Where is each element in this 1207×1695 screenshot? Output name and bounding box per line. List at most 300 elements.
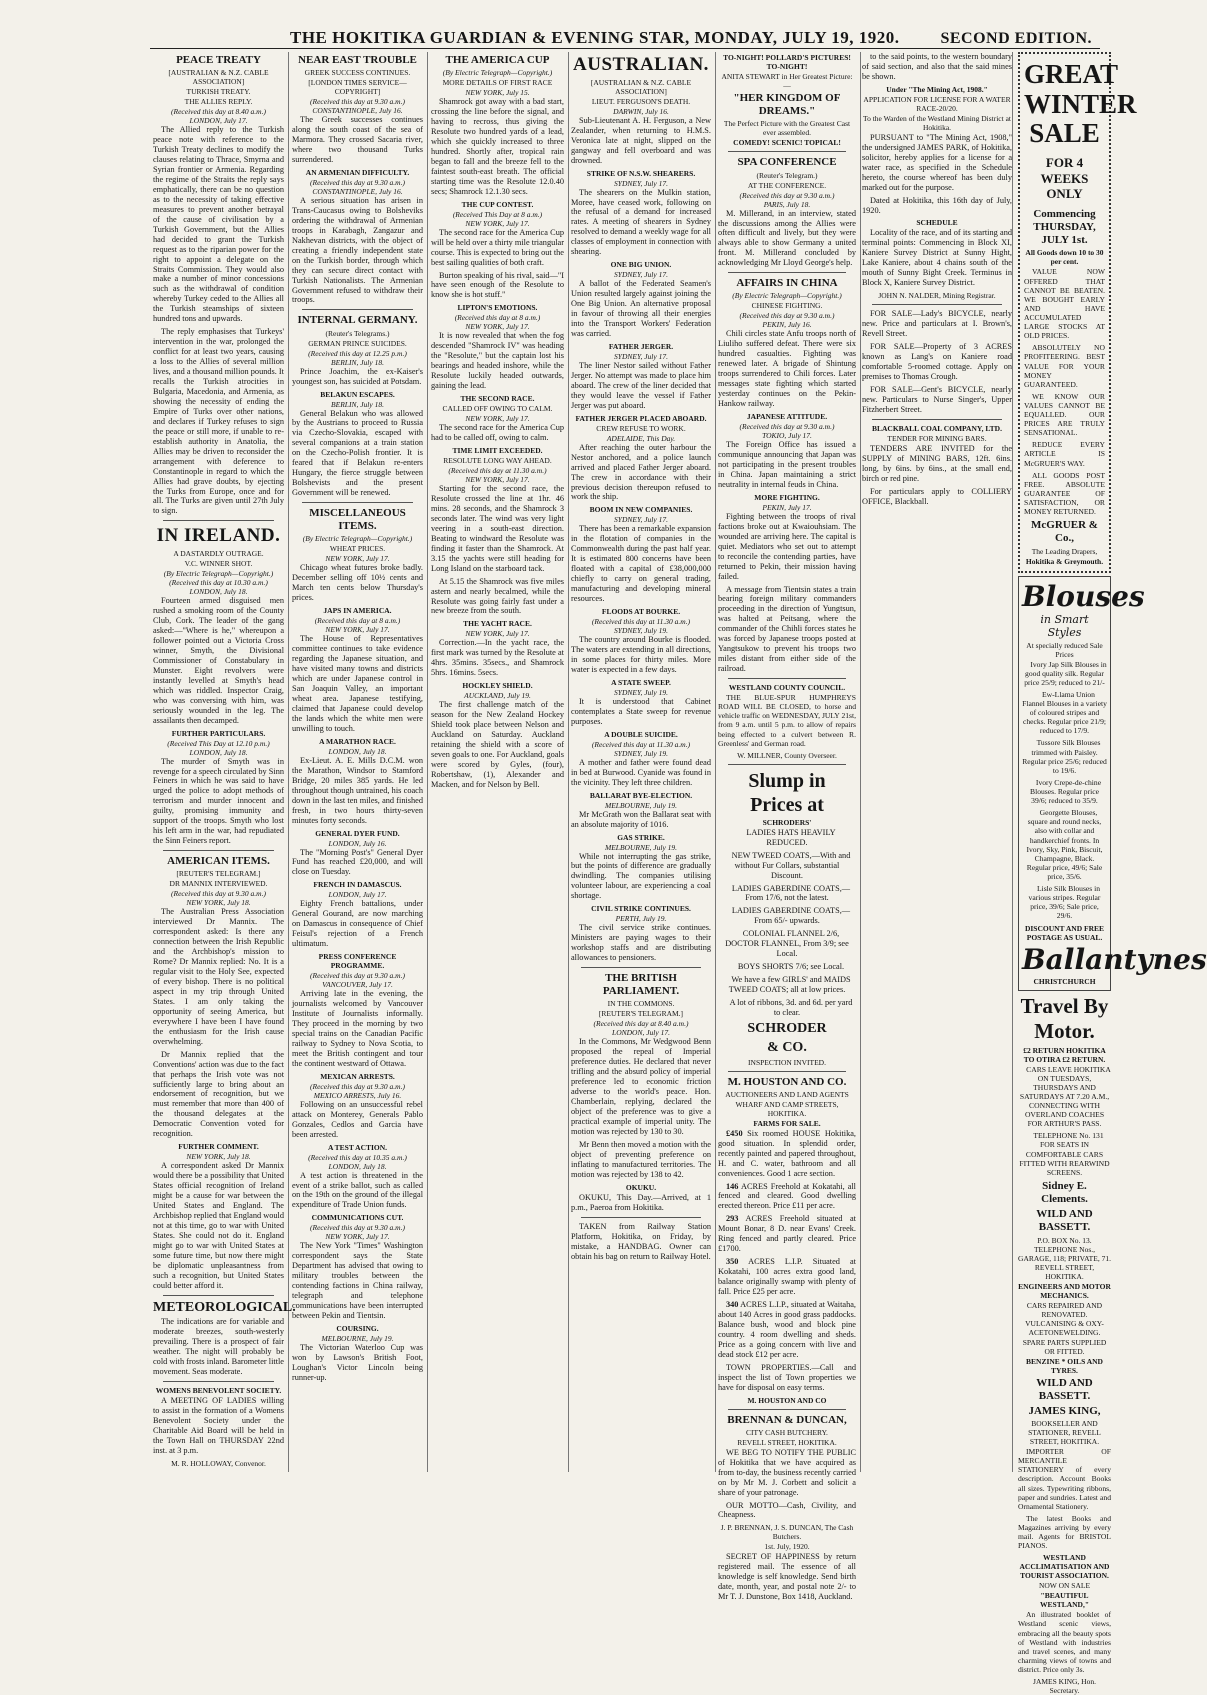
article-paragraph: The murder of Smyth was in revenge for a speech circulated by Sinn Feiners in which he was said to have urged the police to adopt methods of terrorism and murder innocent and guilty, promising immunity and support of the troops. Smyth who lost his left arm in the war, had repudiated the Sinn Feiners report. (153, 756, 284, 846)
dateline: NEW YORK, July 17. (465, 414, 530, 424)
subhead: A STATE SWEEP. (611, 677, 671, 687)
masthead (150, 24, 1100, 49)
received-line: (Received This Day at 8 a.m.) (452, 209, 543, 219)
article-paragraph: In the Commons, Mr Wedgwood Benn proposed the repeal of Imperial preference duties. He declared that never trifling and the absurd policy of imperial preference led to economic friction adverse to the world's peace. Hon. Chamberlain, replying, declared the object of the preference was to give a practical example of imperial unity. The motion was rejected by 130 to 30. (571, 1037, 711, 1137)
article-paragraph: Sub-Lieutenant A. H. Ferguson, a New Zealander, when returning to H.M.S. Veronica late at night, slipped on the gangway and fell overboard and was drowned. (571, 115, 711, 165)
james-king-line: BOOKSELLER AND STATIONER, REVELL STREET, HOKITIKA. (1028, 1419, 1101, 1447)
winter-sale-text: REDUCE EVERY ARTICLE IS McGRUER'S WAY. (1024, 440, 1105, 468)
subhead: LIPTON'S EMOTIONS. (457, 303, 538, 313)
sale-line: LADIES GABERDINE COATS,— From 17/6, not the latest. (731, 883, 851, 903)
blouses-subheading: in Smart Styles (1040, 613, 1089, 640)
subhead: FRENCH IN DAMASCUS. (313, 880, 402, 890)
article-paragraph: Starting for the second race, the Resolute crossed the line at 1hr. 46 mins. 28 seconds, and the Shamrock 3 seconds later. The wind was very light veering in a south-east direction. Beating to windward the Resolute was finding it faster than the Shamrock. At 3.15 the yachts were still heading for Long Island on the starboard tack. (431, 484, 564, 573)
cable-line: (By Electric Telegraph—Copyright.) (442, 68, 553, 78)
farm-listing (718, 1182, 856, 1212)
james-king-name: JAMES KING, (1028, 1404, 1101, 1417)
dateline: SYDNEY, July 19. (614, 687, 668, 697)
classified-ad: SECRET OF HAPPINESS by return registered mail. The essence of all knowledge is self knowledge. Send birth date, month, year, and postal note 2/- to Mr T. J. Dunstone, Box 1418, Auckland. (718, 1552, 856, 1602)
dateline: LONDON, July 18. (189, 747, 248, 757)
blouse-item: Georgette Blouses, square and round necks, also with collar and handkerchief fronts. In Ivory, Sky, Pink, Biscuit, Champagne, Black. Regular price, 49/6; Sale price, 35/6. (1026, 808, 1103, 881)
received-line: (Received this day at 9.30 a.m.) (739, 190, 835, 200)
westland-assoc-title: WESTLAND ACCLIMATISATION AND TOURIST ASSOCIATION. (1019, 1553, 1110, 1581)
agency-line: [AUSTRALIAN & N.Z. CABLE ASSOCIATION] (168, 68, 269, 87)
divider (163, 520, 274, 521)
travel-schedule: CARS LEAVE HOKITIKA ON TUESDAYS, THURSDAYS AND SATURDAYS AT 7.20 A.M., CONNECTING WITH OVERLAND COACHES FOR ARTHUR'S PASS. (1019, 1064, 1111, 1129)
article-paragraph: OKUKU, This Day.—Arrived, at 1 p.m., Paeroa from Hokitika. (571, 1192, 711, 1212)
article-paragraph: The Australian Press Association interviewed Dr Mannix. The correspondent asked: Is there any connection between the Irish Republic and the Archbishop's mission to Rome? Dr Mannix replied: No. It is a regular visit to the Holy See, expected of every bishop. There is no political aspect in my trip through United States. I am only taking the opportunity of seeing America, but everywhere I have been I have found the enthusiasm for the Irish cause overwhelming. (153, 907, 284, 1046)
subhead: FATHER JERGER. (608, 341, 674, 351)
article-paragraph: The indications are for variable and moderate breezes, south-westerly prevailing. There is a prospect of fair weather. The night will probably be cold with frosts inland. Barometer little movement. Seas moderate. (153, 1317, 284, 1377)
dateline: NEW YORK, July 17. (465, 629, 530, 639)
film-title: "HER KINGDOM OF DREAMS." (733, 92, 841, 118)
article-paragraph: At 5.15 the Shamrock was five miles astern and nearly becalmed, while the Resolute was going fairly fast under a new breeze from the south. (431, 576, 564, 616)
article-paragraph: A message from Tientsin states a train bearing foreign military commanders proceeding in the direction of Yungtsun, was halted at Peitsang, where the commander of the Chihli forces states he was forced by Japanese troops posted at Yangtsukow to prevent his troops two miles distant from either side of the railroad. (718, 584, 856, 674)
divider (728, 1409, 846, 1410)
article-paragraph: Prince Joachim, the ex-Kaiser's youngest son, has suicided at Potsdam. (292, 366, 423, 386)
winter-sale-date: JULY 1st. (1041, 234, 1088, 247)
film-tags: COMEDY! SCENIC! TOPICAL! (733, 138, 841, 148)
slump-heading-line1: Slump in (748, 769, 826, 792)
wild-bassett-contact: P.O. BOX No. 13. TELEPHONE Nos., GARAGE, 118; PRIVATE, 71. REVELL STREET, HOKITIKA. (1018, 1235, 1111, 1281)
article-paragraph: Eighty French battalions, under General Gourand, are now marching on Damascus in consequence of Chief Feisul's rejection of a French ultimatum. (292, 899, 423, 949)
received-line: (Received this day at 9.30 a.m.) (739, 311, 835, 321)
sale-line: We have a few GIRLS' and MAIDS TWEED COATS; all at low prices. (728, 975, 851, 995)
james-king-body: The latest Books and Magazines arriving by every mail. Agents for BRISTOL PIANOS. (1018, 1513, 1111, 1551)
subhead: OKUKU. (625, 1182, 657, 1192)
divider (728, 764, 846, 765)
subhead: WHEAT PRICES. (329, 544, 386, 554)
houston-name: M. HOUSTON AND CO. (727, 1075, 847, 1088)
subhead: COURSING. (336, 1324, 379, 1333)
article-paragraph: Fighting between the troops of rival factions broke out at Kwaiouhsiam. The wounded are arriving here. The capital is quiet. Mediators who set out to attempt to reconcile the contending parties, have returned to Pekin, their mission having failed. (718, 511, 856, 581)
schroder-tagline: INSPECTION INVITED. (748, 1057, 826, 1067)
winter-sale-duration: FOR 4 WEEKS ONLY (1040, 155, 1089, 202)
subhead: PRESS CONFERENCE PROGRAMME. (318, 952, 397, 971)
wild-bassett-name-footer: WILD AND BASSETT. (1036, 1376, 1093, 1402)
subhead: A DASTARDLY OUTRAGE. (173, 549, 264, 559)
farm-desc: ACRES L.I.P., situated at Waitaha, about 140 Acres in good grass paddocks. Balance bush, wood and block pine country. 4 room dwelling and sheds. Price as a going concern with live and dead stock £12 per acre. (718, 1300, 856, 1359)
headline-america-cup: THE AMERICA CUP (445, 54, 550, 66)
article-paragraph: Chili circles state Anfu troops north of Liuliho suffered defeat. There were six hundred casualties. Fighting was renewed later. A brigade of Shintung troops surrendered to Chili forces. Later messages state fighting which started yesterday continues on the Pekin-Hankow railway. (718, 329, 856, 409)
brennan-body: OUR MOTTO—Cash, Civility, and Cheapness. (718, 1500, 856, 1520)
subhead: CHINESE FIGHTING. (751, 301, 823, 311)
divider (163, 1381, 274, 1382)
houston-line: WHARF AND CAMP STREETS, HOKITIKA. (735, 1099, 839, 1118)
dateline: BERLIN, July 18. (331, 399, 384, 409)
article-paragraph: A test action is threatened in the event of a strike ballot, such as called on the 19th on the ground of the illegal expenditure of Trade Union funds. (292, 1170, 423, 1210)
winter-sale-start: Commencing THURSDAY, (1033, 207, 1096, 234)
mining-signature: JOHN N. NALDER, Mining Registrar. (878, 291, 996, 301)
received-line: (Received this day at 10.30 a.m.) (169, 578, 268, 588)
farm-acres: 293 (726, 1214, 739, 1224)
sale-line: A lot of ribbons, 3d. and 6d. per yard to clear. (729, 998, 853, 1018)
subhead: GAS STRIKE. (617, 832, 665, 842)
dateline: BERLIN, July 18. (331, 357, 384, 367)
blouse-item: Tussore Silk Blouses trimmed with Paisley. Regular price 25/6; reduced to 19/6. (1022, 738, 1107, 775)
article-paragraph: Following on an unsuccessful rebel attack on Monterey, Generals Pablo Gonzales, Cedlos and Garcia have been arrested. (292, 1099, 423, 1139)
headline-internal-germany: INTERNAL GERMANY. (297, 314, 418, 327)
farm-desc: ACRES Freehold situated at Mount Bonar, 8 D. near Evans' Creek. Ring fenced and partly cleared. Price £1700. (718, 1214, 856, 1254)
sidney-name: Sidney E. Clements. (1041, 1179, 1088, 1206)
dateline: PEKIN, July 17. (762, 502, 812, 512)
subhead: FURTHER PARTICULARS. (171, 728, 266, 738)
column-2 (292, 52, 428, 1472)
schedule-body: Locality of the race, and of its starting and terminal points: Commencing in Block XI, Kaniere Survey District at Sunny Hight, Lake Kaniere, about 4 chains south of the mouth of Sunny Bight Creek. Terminus in Block X, Kaniere Survey District. (862, 228, 1012, 288)
subhead: BOOM IN NEW COMPANIES. (589, 505, 693, 515)
notice-signature: M. R. HOLLOWAY, Convenor. (171, 1458, 266, 1468)
article-paragraph: Mr Benn then moved a motion with the object of preventing preference on inflating to manufactured territories. The motion was rejected by 138 to 42. (571, 1139, 711, 1179)
council-notice-signature: W. MILLNER, County Overseer. (737, 750, 837, 760)
winter-sale-text: WE KNOW OUR VALUES CANNOT BE EQUALLED. OUR PRICES ARE TRULY SENSATIONAL. (1024, 391, 1105, 438)
agency-line: (Reuter's Telegrams.) (325, 328, 390, 338)
classified-ad: FOR SALE—Gent's BICYCLE, nearly new. Particulars to Nurse Singer's, Upper Fitzherbert Street. (862, 384, 1012, 414)
wild-bassett-products: BENZINE * OILS AND TYRES. (1026, 1356, 1103, 1375)
headline-australian: AUSTRALIAN. (573, 54, 709, 75)
farm-desc: Six roomed HOUSE Hokitika, good situation. In splendid order, recently painted and papered throughout, H. and C. water, bathroom and all conveniences. Good 1 acre section. (718, 1128, 856, 1178)
article-paragraph: The first challenge match of the season for the New Zealand Hockey Shield took place between Nelson and Auckland on Saturday. Auckland retaining the shield with a score of seven goals to one. For Auckland, goals were scored by Gyles, (four), Robertshaw, (1), Alexander and Macken, and for Nelson by Bell. (431, 700, 564, 789)
column-3 (431, 52, 569, 1472)
dateline: CONSTANTINOPLE, July 16. (312, 106, 403, 116)
pictures-banner: TO-NIGHT! POLLARD'S PICTURES! TO-NIGHT! (723, 53, 851, 71)
received-line: (Received this day at 9.30 a.m.) (739, 422, 835, 432)
agency-line: (Reuter's Telegram.) (756, 170, 818, 180)
article-paragraph: M. Millerand, in an interview, stated the discussions among the Allies were often difficult and lively, but they were always able to show Germany a united front. M. Millerand concluded by acknowledging Mr Lloyd George's help. (718, 208, 856, 268)
dateline: MELBOURNE, July 19. (604, 842, 678, 852)
agency-line: [AUSTRALIAN & N.Z. CABLE ASSOCIATION] (590, 77, 692, 96)
article-paragraph: The Foreign Office has issued a communique announcing that Japan was not participating in the present troubles in China. Japan maintaining a strict neutrality in internal feuds in China. (718, 440, 856, 489)
article-paragraph: A mother and father were found dead in bed at Burwood. Cyanide was found in the vicinity. They left three children. (571, 757, 711, 787)
dateline: CONSTANTINOPLE, July 16. (312, 186, 403, 196)
notice-paragraph: A MEETING OF LADIES willing to assist in the formation of a Womens Benevolent Society under the Charitable Aid Board will be held in the Town Hall on THURSDAY 22nd inst. at 3 p.m. (153, 1396, 284, 1455)
dateline: AUCKLAND, July 19. (464, 691, 531, 701)
subhead: HOCKLEY SHIELD. (462, 681, 533, 691)
subhead: TIME LIMIT EXCEEDED. (452, 446, 543, 456)
mining-app-body: PURSUANT to "The Mining Act, 1908," the undersigned JAMES PARK, of Hokitika, solicitor, hereby applies for a license for a water race, as specified in the Schedule hereto, the course whereof has been duly marked out for the purpose. (862, 132, 1012, 192)
farm-price: £450 (726, 1128, 743, 1138)
brennan-name: BRENNAN & DUNCAN, (727, 1413, 847, 1426)
winter-sale-text: VALUE NOW OFFERED THAT CANNOT BE BEATEN. WE BOUGHT EARLY AND HAVE ACCUMULATED LARGE STOCKS AT OLD PRICES. (1024, 267, 1105, 341)
received-line: (Received this day at 8.40 a.m.) (593, 1019, 689, 1029)
sale-line: LADIES HATS HEAVILY REDUCED. (746, 827, 836, 847)
subhead: DR MANNIX INTERVIEWED. (169, 879, 268, 889)
subhead: THE SECOND RACE. (460, 394, 535, 404)
received-line: (Received this day at 11.30 a.m.) (448, 466, 547, 476)
edition-label: SECOND EDITION. (940, 30, 1092, 47)
dateline: SYDNEY, July 17. (614, 351, 668, 361)
sale-line: LADIES GABERDINE COATS,— From 65/- upwards. (731, 906, 851, 926)
received-line: (Received this day at 8 a.m.) (454, 313, 541, 323)
brennan-date: 1st. July, 1920. (764, 1542, 810, 1552)
subhead: MORE DETAILS OF FIRST RACE (442, 78, 553, 88)
subhead: COMMUNICATIONS CUT. (311, 1213, 404, 1223)
dateline: SYDNEY, July 17. (614, 270, 668, 280)
article-paragraph: The "Morning Post's" General Dyer Fund has reached £20,000, and will close on Tuesday. (292, 847, 423, 877)
dateline: NEW YORK, July 17. (465, 475, 530, 485)
james-king-body: IMPORTER OF MERCANTILE STATIONERY of every description. Account Books all sizes. Typewriting ribbons, paper and sundries. Latest and Ornamental Stationery. (1018, 1447, 1111, 1511)
subhead: A MARATHON RACE. (319, 736, 396, 746)
dateline: NEW YORK, July 17. (465, 218, 530, 228)
classified-ad: TAKEN from Railway Station Platform, Hokitika, on Friday, by mistake, a HANDBAG. Owner can obtain his bag on return to Railway Hotel. (571, 1221, 711, 1261)
article-paragraph: A correspondent asked Dr Mannix would there be a possibility that United States official recognition of Ireland might be a cause for war between the United States and England. The Archbishop replied that England would not at this time, go to war with United States. She could not do it. England might go to war with United States at some future time, but now there might be diplomatic unpleasantness from such a recognition, but United States could better afford it. (153, 1161, 284, 1290)
farm-listing (718, 1214, 856, 1254)
divider (728, 1071, 846, 1072)
brennan-body: WE BEG TO NOTIFY THE PUBLIC of Hokitika that we have acquired as from to-day, the business recently carried on by Mr M. J. Corbett and solicit a share of your patronage. (718, 1447, 856, 1497)
received-line: (Received this day at 11.30 a.m.) (591, 617, 691, 627)
farm-acres: 340 (726, 1300, 739, 1309)
received-line: (Received This Day at 12.10 p.m.) (167, 738, 270, 748)
headline-in-ireland: IN IRELAND. (156, 525, 281, 547)
westland-assoc-line: NOW ON SALE (1038, 1581, 1091, 1591)
schroder-name: SCHRODER (747, 1020, 827, 1036)
tender-title: TENDER FOR MINING BARS. (887, 433, 987, 443)
blouses-tagline: At specially reduced Sale Prices (1026, 640, 1103, 659)
winter-sale-text: ABSOLUTELY NO PROFITEERING. BEST VALUE FOR YOUR MONEY GUARANTEED. (1024, 343, 1105, 389)
cable-line: (By Electric Telegraph—Copyright.) (302, 534, 413, 544)
article-paragraph: Arriving late in the evening, the journalists welcomed by Vancouver Institute of Journalists informally. They proceed in the morning by two special trains on the Canadian Pacific railway to Sydney to Nova Scotia, to meet the British contingent and tour the continent westward of Ottawa. (292, 989, 423, 1068)
farm-desc: ACRES Freehold at Kokatahi, all fenced and cleared. Good dwelling erected thereon. Price £11 per acre. (718, 1181, 856, 1211)
brennan-line: CITY CASH BUTCHERY. (746, 1427, 828, 1437)
article-paragraph: It is now revealed that when the fog descended "Shamrock IV" was heading the "Resolute," but the captain lost his bearings and headed inshore, while the Resolute luckily headed outwards, gaining the lead. (431, 331, 564, 391)
schroders-name: SCHRODERS' (762, 817, 812, 827)
divider (728, 151, 846, 152)
subhead: JAPANESE ATTITUDE. (746, 412, 828, 422)
subhead: A TEST ACTION. (327, 1142, 388, 1152)
headline-near-east: NEAR EAST TROUBLE (298, 54, 417, 66)
blackball-title: BLACKBALL COAL COMPANY, LTD. (872, 423, 1002, 433)
article-paragraph: The country around Bourke is flooded. The waters are extending in all directions, in some places for thirty miles. More water is expected in a few days. (571, 635, 711, 674)
travel-phone: TELEPHONE No. 131 FOR SEATS IN COMFORTABLE CARS FITTED WITH REARWIND SCREENS. (1019, 1131, 1110, 1177)
dateline: SYDNEY, July 17. (614, 178, 668, 188)
dateline: DARWIN, July 16. (613, 106, 669, 116)
article-paragraph: The reply emphasises that Turkeys' intervention in the war, prolonged the conflict for at least two years, causing a loss to the Allies of several million lives, and a thousand million pounds. It recalls the Turkish atrocities in Bulgaria, Macedonia, and Armenia, as showing the necessity of ending the Empire of Turks over other nations, and declares if Turkey refuses to sign the peace or still more, if unable to re-establish authority in Anatolia, the Allies may be driven to reconsider the arrangement with deference to Constantinople in regard to which the Allies had grave doubts, by ejecting the Turks from Europe, once and for all. The Turks are given until 27th July to sign. (153, 327, 284, 516)
subhead: BALLARAT BYE-ELECTION. (589, 790, 693, 800)
cable-line: (By Electric Telegraph—Copyright.) (163, 569, 274, 579)
article-paragraph: The House of Representatives committee continues to take evidence regarding the Japanese situation, and have visited many towns and districts which are under Japanese control in San Joaquin Valley, an important wheat area. Japanese testifying, claimed that Japanese could develop the lands which the white men were unwilling to touch. (292, 634, 423, 733)
subhead: FLOODS AT BOURKE. (601, 607, 681, 617)
dateline: LONDON, July 18. (328, 1161, 387, 1171)
received-line: (Received this day at 9.30 a.m.) (310, 177, 405, 187)
brennan-signature: J. P. BRENNAN, J. S. DUNCAN, The Cash Butchers. (720, 1523, 854, 1542)
divider (581, 967, 701, 968)
article-paragraph: The second race for the America Cup had to be called off, owing to calm. (431, 423, 564, 443)
subhead: V.C. WINNER SHOT. (184, 559, 253, 569)
dateline: NEW YORK, July 18. (186, 1152, 251, 1162)
dateline: LONDON, July 17. (328, 890, 387, 900)
headline-meteorological: METEOROLOGICAL. (153, 1299, 296, 1315)
farm-acres: 350 (726, 1257, 739, 1267)
sale-line: NEW TWEED COATS,—With and without Fur Collars, substantial Discount. (731, 850, 851, 880)
classified-ad: FOR SALE—Lady's BICYCLE, nearly new. Price and particulars at I. Brown's, Revell Street. (862, 309, 1012, 339)
subhead: MEXICAN ARRESTS. (320, 1071, 395, 1081)
received-line: (Received this day at 8 a.m.) (314, 616, 401, 626)
article-paragraph: Ex-Lieut. A. E. Mills D.C.M. won the Marathon, Windsor to Stamford Bridge, 20 miles 385 yards. He led throughout though untrained, his coach down in the last ten miles, and finished fresh, in two hours thirty-seven minutes forty seconds. (292, 755, 423, 825)
brennan-line: REVELL STREET, HOKITIKA. (737, 1437, 837, 1447)
article-paragraph: Fourteen armed disguised men rushed a smoking room of the County Club, Cork. The leader of the gang asked:—"Where is he," whereupon a follower pointed out a Victoria Cross winner, Smyth, the Divisional Commissioner of Constabulary in Munster. Eight revolvers were instantly levelled at Smyth's head which was riddled. Inspector Craig, who was conversing with him, was seriously wounded in the leg. The assailants then decamped. (153, 596, 284, 725)
dateline: LONDON, July 18. (328, 746, 387, 756)
ballantynes-city: CHRISTCHURCH (1033, 977, 1096, 987)
mining-app-to: To the Warden of the Westland Mining District at Hokitika. (863, 113, 1011, 132)
notice-fragment: to the said points, to the western boundary of said section, and also that the said mines be shown. (862, 52, 1012, 81)
subhead: AN ARMENIAN DIFFICULTY. (305, 167, 410, 177)
winter-sale-text: ALL GOODS POST FREE. ABSOLUTE GUARANTEE OF SATISFACTION, OR MONEY RETURNED. (1024, 470, 1105, 517)
subhead: RESOLUTE LONG WAY AHEAD. (443, 456, 552, 466)
subhead: GREEK SUCCESS CONTINUES. (304, 68, 411, 78)
received-line: (Received this day at 9.30 a.m.) (310, 1081, 405, 1091)
received-line: (Received this day at 11.30 a.m.) (591, 739, 691, 749)
column-6 (862, 52, 1013, 1472)
headline-peace-treaty: PEACE TREATY (176, 54, 261, 66)
subhead: STRIKE OF N.S.W. SHEARERS. (586, 168, 696, 178)
farm-desc: ACRES L.I.P. Situated at Kokatahi, 100 acres extra good land, balance originally swamp with plenty of fall. Price £25 per acre. (718, 1257, 856, 1297)
headline-american-items: AMERICAN ITEMS. (167, 855, 270, 868)
divider (728, 272, 846, 273)
subhead: GENERAL DYER FUND. (315, 828, 400, 838)
slump-heading-line2: Prices at (750, 793, 824, 816)
schedule-title: SCHEDULE (916, 218, 958, 228)
notice-title: WOMENS BENEVOLENT SOCIETY. (155, 1386, 282, 1396)
headline-british-parliament: THE BRITISH PARLIAMENT. (602, 972, 680, 998)
mcgruer-tagline: The Leading Drapers, (1031, 546, 1098, 556)
westland-assoc-signature: JAMES KING, Hon. Secretary. (1033, 1677, 1096, 1695)
subhead: CALLED OFF OWING TO CALM. (442, 404, 553, 414)
dateline: SYDNEY, July 19. (614, 748, 668, 758)
subhead: TURKISH TREATY. (186, 87, 251, 97)
subhead: ONE BIG UNION. (610, 260, 672, 270)
dateline: VANCOUVER, July 17. (322, 980, 393, 990)
classified-ad: FOR SALE—Property of 3 ACRES known as Lang's on Kaniere road comfortable 5-roomed cottage. Apply on premises to Thomas Crough. (862, 342, 1012, 381)
dateline: PEKIN, July 16. (762, 320, 812, 330)
divider (163, 850, 274, 851)
dateline: PARIS, July 18. (763, 199, 811, 209)
received-line: (Received this day at 9.30 a.m.) (171, 889, 266, 899)
subhead: JAPS IN AMERICA. (323, 606, 392, 616)
divider (728, 678, 846, 679)
subhead: THE YACHT RACE. (463, 619, 532, 629)
mining-act-heading: Under "The Mining Act, 1908." (886, 84, 988, 94)
dateline: NEW YORK, July 17. (325, 625, 390, 635)
article-paragraph: Mr McGrath won the Ballarat seat with an absolute majority of 1016. (571, 809, 711, 829)
subhead: FURTHER COMMENT. (178, 1142, 259, 1152)
column-1 (153, 52, 296, 1472)
tender-body: For particulars apply to COLLIERY OFFICE, Blackball. (862, 486, 1012, 506)
received-line: (Received this day at 12.25 p.m.) (308, 348, 407, 358)
article-paragraph: The shearers on the Mulkin station, Moree, have ceased work, following on the refusal of a demand for increased rates. A meeting of shearers in Sydney resolved to demand a weekly wage for all classes of employment in connection with shearing. (571, 187, 711, 257)
dateline: SYDNEY, July 17. (614, 515, 668, 525)
blouse-item: Ew-Llama Union Flannel Blouses in a variety of coloured stripes and checks. Regular price 21/9; reduced to 17/9. (1022, 689, 1107, 736)
article-paragraph: There has been a remarkable expansion in the flotation of companies in the Commonwealth during the past half year. It is estimated 800 concerns have been floated with a capital of £38,000,000 chiefly to carry on general trading, manufacturing and developing mineral resources. (571, 524, 711, 604)
dateline: MEXICO ARRESTS, July 16. (313, 1090, 402, 1100)
received-line: (Received this day at 9.30 a.m.) (310, 971, 405, 981)
column-4 (571, 52, 716, 1472)
subhead: CREW REFUSE TO WORK. (596, 423, 686, 433)
divider (872, 419, 1002, 420)
blouse-item: Ivory Crepe-de-chine Blouses. Regular price 39/6; reduced to 35/9. (1030, 777, 1102, 806)
farm-listing (718, 1257, 856, 1297)
winter-sale-discount: All Goods down 10 to 30 per cent. (1025, 248, 1104, 267)
mining-app-date: Dated at Hokitika, this 16th day of July, 1920. (862, 195, 1012, 215)
column-7 (1018, 52, 1207, 1695)
schroder-co: & CO. (767, 1039, 807, 1055)
film-subtitle: The Perfect Picture with the Greatest Cast ever assembled. (723, 119, 851, 138)
agency-line: [REUTER'S TELEGRAM.] (598, 1009, 684, 1019)
blouses-heading: Blouses (1022, 579, 1145, 613)
blouses-footer: DISCOUNT AND FREE POSTAGE AS USUAL. (1024, 923, 1105, 942)
council-notice-title: WESTLAND COUNTY COUNCIL. (728, 683, 846, 693)
article-paragraph: A ballot of the Federated Seamen's Union resulted largely against joining the One Big Union. An alternative proposal in favour of throwing all their energies into the Transport Workers' Federation was carried. (571, 279, 711, 338)
subhead: FATHER JERGER PLACED ABOARD. (575, 413, 707, 423)
dateline: TOKIO, July 17. (762, 431, 812, 441)
dateline: LONDON, July 18. (189, 587, 248, 597)
newspaper-title: THE HOKITIKA GUARDIAN & EVENING STAR, MONDAY, JULY 19, 1920. (290, 28, 900, 47)
dateline: NEW YORK, July 17. (465, 322, 530, 332)
wild-bassett-service: ENGINEERS AND MOTOR MECHANICS. (1018, 1281, 1111, 1300)
travel-heading: Travel By Motor. (1020, 994, 1109, 1044)
council-notice-body: THE BLUE-SPUR HUMPHREYS ROAD WILL BE CLOSED, to horse and vehicle traffic on WEDNESDAY, JULY 21st, from 9 a.m. until 5 p.m. to allow of repairs being effected to a culvert between R. Greenless' and German road. (718, 693, 856, 748)
dateline: MELBOURNE, July 19. (604, 800, 678, 810)
article-paragraph: Burton speaking of his rival, said—"I have seen enough of the Resolute to know she is hot stuff." (431, 270, 564, 300)
wild-bassett-spares: SPARE PARTS SUPPLIED OR FITTED. (1022, 1337, 1107, 1356)
wild-bassett-service: CARS REPAIRED AND RENOVATED. VULCANISING & OXY-ACETONEWELDING. (1025, 1300, 1104, 1337)
subhead: A DOUBLE SUICIDE. (604, 729, 678, 739)
dateline: ADELAIDE, This Day. (606, 433, 676, 443)
article-paragraph: The New York "Times" Washington correspondent says the State Department has advised that owing to military troubles between the contending factions in China railway, telegraph and telephone communications have been interrupted between Pekin and Tientsin. (292, 1241, 423, 1321)
winter-sale-heading: GREAT WINTER SALE (1024, 59, 1137, 149)
ballantynes-name: Ballantynes (1022, 942, 1207, 976)
tender-body: TENDERS ARE INVITED for the SUPPLY of MINING BARS, 12ft. 6ins. long, by 6ins. by 6ins., at the small end, birch or red pine. (862, 443, 1012, 483)
dateline: LONDON, July 17. (189, 116, 248, 126)
dateline: PERTH, July 19. (615, 914, 667, 924)
cable-line: (By Electric Telegraph—Copyright.) (732, 291, 842, 301)
farm-acres: 146 (726, 1181, 739, 1191)
blouse-item: Ivory Jap Silk Blouses in good quality silk. Regular price 25/9; reduced to 21/- (1024, 659, 1107, 687)
article-paragraph: General Belakun who was allowed by the Austrians to proceed to Russia via Czecho-Slovakia, escaped with several companions at a train station on the Czecho-Polish frontier. It is feared that if Belakun re-enters Hungary, the fierce struggle between Bolshevists and the present Government will be renewed. (292, 408, 423, 498)
article-paragraph: While not interrupting the gas strike, but the points of difference are gradually dwindling. The companies utilising volunteer labour, are experiencing a coal shortage. (571, 851, 711, 901)
column-5 (718, 52, 861, 1602)
article-paragraph: The Victorian Waterloo Cup was won by Lawson's British Foot, Loughan's Victor Lincoln being runner-up. (292, 1343, 423, 1382)
subhead: THE CUP CONTEST. (461, 199, 534, 209)
article-paragraph: A serious situation has arisen in Trans-Caucasus owing to Bolsheviks ordering the withdrawal of Armenian troops in Karabagh, Zangazur and Nakhevan districts, with the object of creating a friendly independent state on the Turkish border, through which they can secure direct contact with Turkish Nationalists. The Armenian Government refused to withdraw their troops. (292, 195, 423, 305)
dateline: NEW YORK, July 15. (465, 88, 530, 98)
subhead: CIVIL STRIKE CONTINUES. (591, 904, 691, 914)
divider (302, 309, 413, 310)
subhead: MORE FIGHTING. (754, 492, 820, 502)
westland-booklet-title: "BEAUTIFUL WESTLAND," (1040, 1591, 1089, 1610)
farm-listing (718, 1300, 856, 1360)
houston-line: AUCTIONEERS AND LAND AGENTS (725, 1089, 849, 1099)
article-paragraph: Chicago wheat futures broke badly. December selling off 10½ cents and March ten cents below Thursday's prices. (292, 563, 423, 603)
dateline: SYDNEY, July 19. (614, 626, 668, 636)
mcgruer-name: McGRUER & Co., (1031, 519, 1098, 545)
article-paragraph: The Allied reply to the Turkish peace note with reference to the Turkish Treaty declines to modify the clauses relating to Thrace, Smyrna and Syrian frontier or Armenia. Regarding the regime of the Straits the reply says emphatically, there can be no question as to the necessity of taking effective measures to prevent another betrayal of the cause of civilisation by a Turkish Government, but the Allies had decided to grant the Turkish request as to the riparian power for the right to appoint a delegate on the Straits Commission. They would also make a number of minor concessions such as the withdrawal of condition whereby Turkey ceded to the Allies all the Turkish steamships of sixteen hundred tons and upwards. (153, 125, 284, 324)
article-paragraph: The civil service strike continues. Ministers are paying wages to their workshop staffs and are distributing allowances to pensioners. (571, 923, 711, 963)
divider (872, 304, 1002, 305)
received-line: (Received this day at 9.30 a.m.) (310, 97, 405, 107)
sale-line: COLONIAL FLANNEL 2/6, DOCTOR FLANNEL, From 3/9; see Local. (725, 929, 849, 959)
pictures-star: ANITA STEWART in Her Greatest Picture:— (721, 72, 853, 90)
westland-booklet-body: An illustrated booklet of Westland scenic views, embracing all the beauty spots of Westland with industries and travel scenes, and many charming views of towns and district. Price only 3s. (1018, 1610, 1111, 1674)
farm-listing (718, 1129, 856, 1179)
subhead: IN THE COMMONS. (607, 999, 675, 1009)
mining-app-title: APPLICATION FOR LICENSE FOR A WATER RACE-20/20. (863, 94, 1011, 113)
divider (163, 1295, 274, 1296)
article-paragraph: Dr Mannix replied that the Conventions' action was due to the fact that perhaps the Irish vote was not sufficiently large to bring about an endorsement of recognition, but we must remember that more than 400 of the thousand delegates at the Democratic Convention voted for recognition. (153, 1049, 284, 1139)
mcgruer-locations: Hokitika & Greymouth. (1025, 556, 1104, 566)
headline-spa-conference: SPA CONFERENCE (737, 156, 837, 169)
sale-line: BOYS SHORTS 7/6; see Local. (737, 962, 845, 972)
ballantynes-ad (1018, 576, 1207, 992)
dateline: LONDON, July 17. (612, 1028, 670, 1038)
subhead: BELAKUN ESCAPES. (320, 389, 395, 399)
